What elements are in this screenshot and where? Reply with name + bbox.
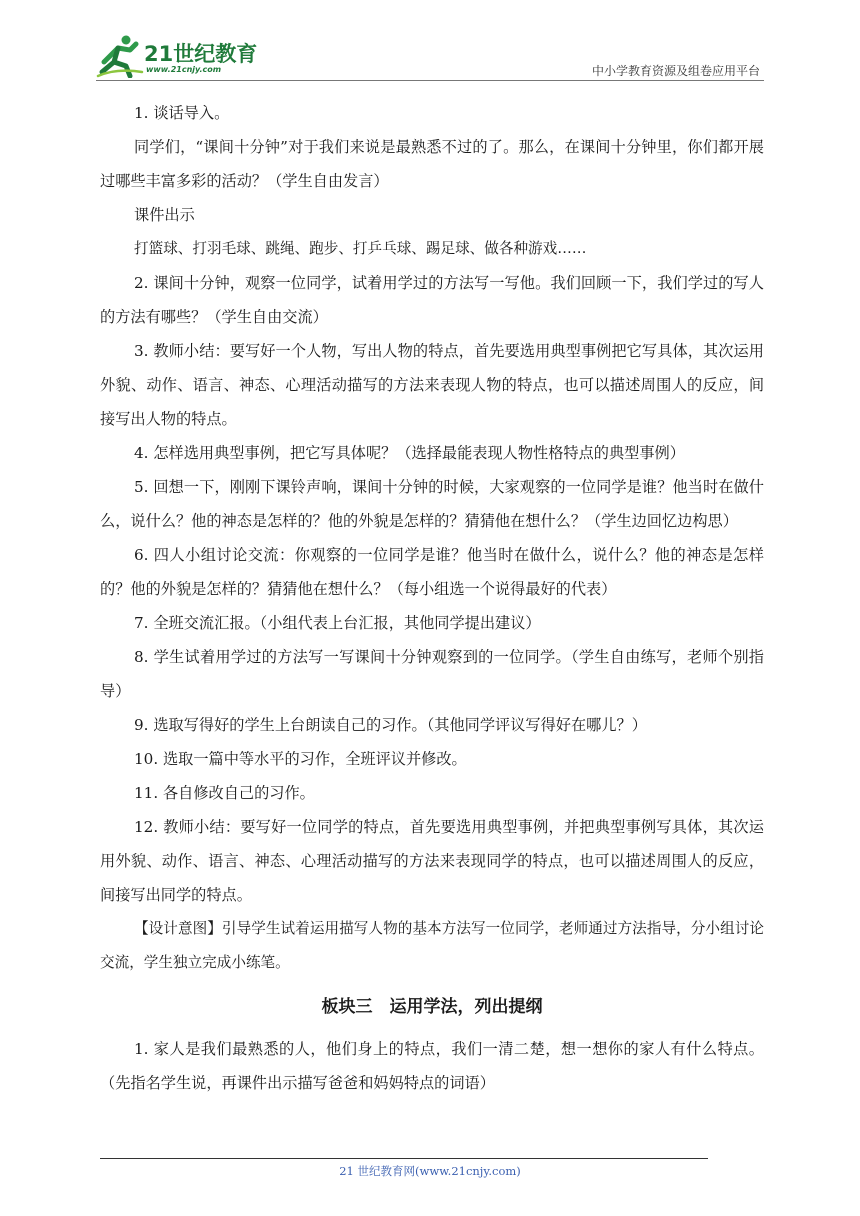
footer-divider (100, 1158, 708, 1159)
paragraph: 课件出示 (134, 206, 195, 224)
document-body (100, 96, 764, 1100)
paragraph: 11. 各自修改自己的习作。 (134, 784, 315, 802)
paragraph: 6. 四人小组讨论交流：你观察的一位同学是谁？他当时在做什么，说什么？他的神态是怎样的？他的外貌是怎样的？猜猜他在想什么？（每小组选一个说得最好的代表） (100, 546, 764, 598)
paragraph: 9. 选取写得好的学生上台朗读自己的习作。（其他同学评议写得好在哪儿？） (134, 716, 647, 734)
paragraph: 同学们，“课间十分钟”对于我们来说是最熟悉不过的了。那么，在课间十分钟里，你们都开展过哪些丰富多彩的活动？（学生自由发言） (100, 138, 764, 190)
courseware-activities: 打篮球、打羽毛球、跳绳、跑步、打乒乓球、踢足球、做各种游戏…… (134, 240, 587, 257)
footer-link[interactable]: 21 世纪教育网(www.21cnjy.com) (339, 1164, 521, 1178)
paragraph: 12. 教师小结：要写好一位同学的特点，首先要选用典型事例，并把典型事例写具体，其次运用外貌、动作、语言、神态、心理活动描写的方法来表现同学的特点，也可以描述周围人的反应，间接写出同学的特点。 (100, 818, 764, 904)
paragraph: 2. 课间十分钟，观察一位同学，试着用学过的方法写一写他。我们回顾一下，我们学过的写人的方法有哪些？（学生自由交流） (100, 274, 764, 326)
page-header (96, 32, 764, 82)
paragraph: 4. 怎样选用典型事例，把它写具体呢？（选择最能表现人物性格特点的典型事例） (134, 444, 685, 462)
paragraph: 7. 全班交流汇报。（小组代表上台汇报，其他同学提出建议） (134, 614, 541, 632)
design-intent: 【设计意图】引导学生试着运用描写人物的基本方法写一位同学，老师通过方法指导，分小组讨论交流，学生独立完成小练笔。 (100, 920, 764, 971)
paragraph: 5. 回想一下，刚刚下课铃声响，课间十分钟的时候，大家观察的一位同学是谁？他当时在做什么，说什么？他的神态是怎样的？他的外貌是怎样的？猜猜他在想什么？（学生边回忆边构思） (100, 478, 764, 530)
paragraph: 10. 选取一篇中等水平的习作，全班评议并修改。 (134, 750, 467, 768)
paragraph: 3. 教师小结：要写好一个人物，写出人物的特点，首先要选用典型事例把它写具体，其次运用外貌、动作、语言、神态、心理活动描写的方法来表现人物的特点，也可以描述周围人的反应，间接写出人物的特点。 (100, 342, 764, 428)
logo-url: www.21cnjy.com (146, 65, 222, 74)
logo-text: 21世纪教育 (144, 42, 258, 66)
header-platform-text: 中小学教育资源及组卷应用平台 (591, 64, 760, 78)
paragraph: 8. 学生试着用学过的方法写一写课间十分钟观察到的一位同学。（学生自由练写，老师个别指导） (100, 648, 764, 700)
header-divider (96, 80, 764, 81)
runner-logo-icon (96, 32, 146, 78)
site-logo[interactable] (96, 32, 266, 78)
section-title: 板块三 运用学法，列出提纲 (321, 997, 543, 1017)
paragraph: 1. 谈话导入。 (134, 104, 230, 122)
paragraph: 1. 家人是我们最熟悉的人，他们身上的特点，我们一清二楚，想一想你的家人有什么特点。（先指名学生说，再课件出示描写爸爸和妈妈特点的词语） (100, 1040, 764, 1092)
